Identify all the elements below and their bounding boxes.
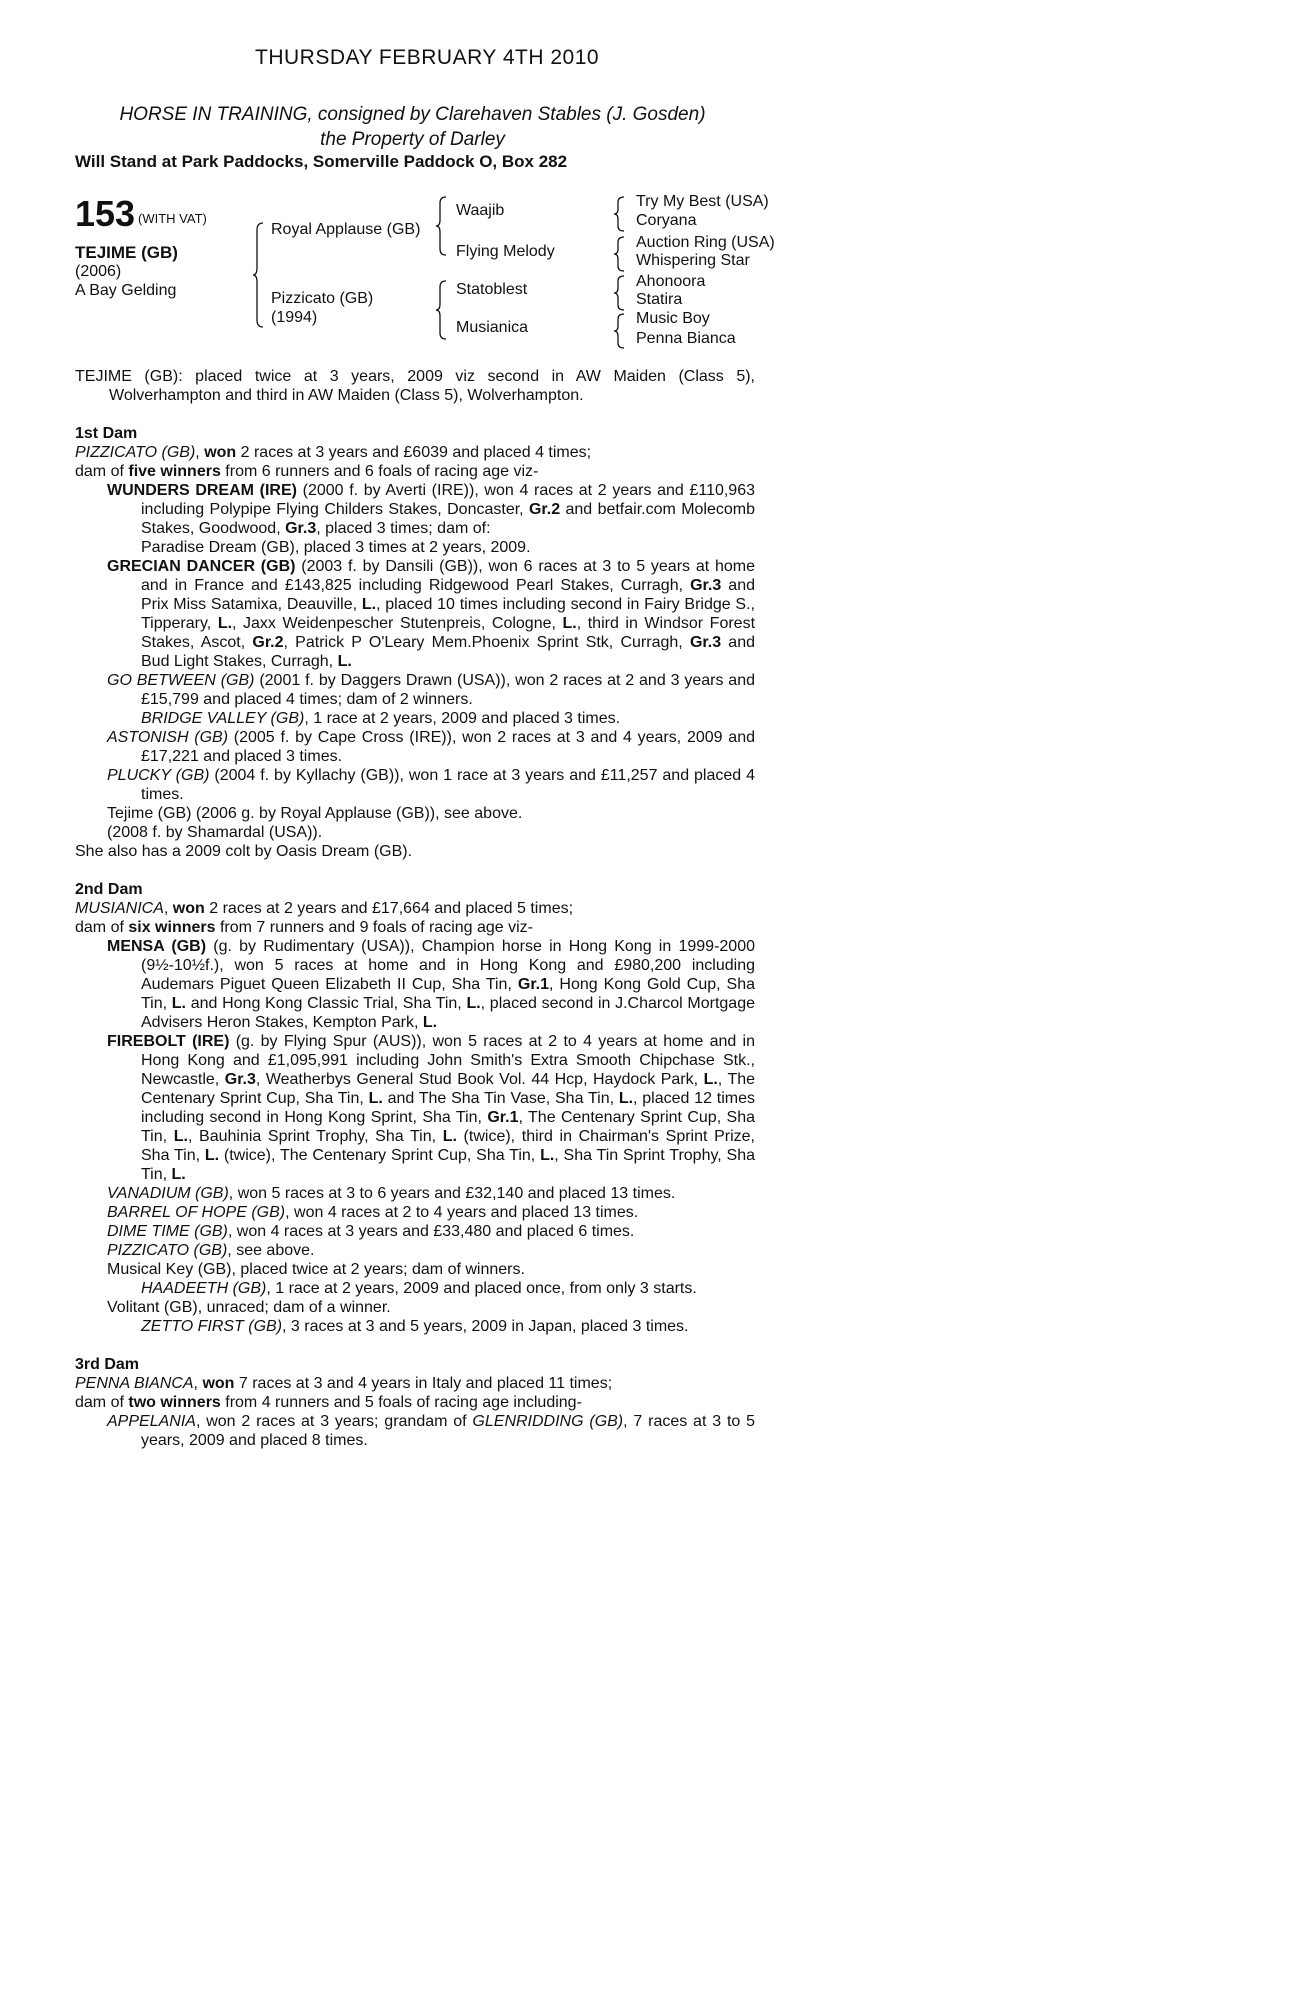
listed-label: L. [171,1166,186,1183]
listed-label: L. [204,1147,220,1164]
produce-entry [75,1412,755,1450]
text: , Bauhinia Sprint Trophy, Sha Tin, [187,1128,443,1145]
dam-record: 7 races at 3 and 4 years in Italy and placed 11 times; [234,1375,613,1392]
horse-name: TEJIME (GB) [75,243,178,262]
produce-entry [75,1279,755,1298]
produce-name: BRIDGE VALLEY (GB) [141,710,305,727]
horse-description: A Bay Gelding [75,282,177,299]
winners-count: two winners [128,1394,221,1411]
pedigree-g8: Penna Bianca [636,330,736,347]
produce-entry: Paradise Dream (GB), placed 3 times at 2 years, 2009. [141,539,531,556]
grade-label: Gr.1 [487,1109,519,1126]
listed-label: L. [361,596,377,613]
pedigree-g7: Music Boy [636,310,710,327]
text: , Weatherbys General Stud Book Vol. 44 Hcp, Haydock Park, [255,1071,704,1088]
text: and Bud Light Stakes, Curragh, [141,634,756,670]
listed-label: L. [171,995,186,1012]
pedigree-sire-dam: Flying Melody [456,243,555,260]
text: , placed 12 times including second in Hong Kong Sprint, Sha Tin, [141,1090,755,1126]
produce-name: APPELANIA [107,1413,196,1430]
text: , The Centenary Sprint Cup, Sha Tin, [141,1109,755,1145]
pedigree-brace-main [253,222,265,328]
text: dam of [75,463,129,480]
text: from 7 runners and 9 foals of racing age viz- [215,919,534,936]
pedigree-brace-dam [436,280,448,340]
text: from 6 runners and 6 foals of racing age viz- [220,463,539,480]
text: and betfair.com Molecomb Stakes, Goodwood, [141,501,756,537]
grade-label: Gr.3 [689,634,722,651]
produce-name: HAADEETH (GB) [141,1280,267,1297]
third-dam-produce [75,1393,755,1412]
text: , won 5 races at 3 to 6 years and £32,140 and placed 13 times. [228,1185,676,1202]
produce-name: VANADIUM (GB) [107,1185,229,1202]
produce-name: WUNDERS DREAM (IRE) [107,482,297,499]
foaling-year: (2006) [75,263,122,280]
text: , won 4 races at 3 years and £33,480 and placed 6 times. [227,1223,635,1240]
pedigree-dam-sire: Statoblest [456,281,528,298]
listed-label: L. [466,995,481,1012]
grade-label: Gr.3 [224,1071,256,1088]
consignment-line: HORSE IN TRAINING, consigned by Clarehaven Stables (J. Gosden) [119,104,706,125]
text: , 3 races at 3 and 5 years, 2009 in Japan, placed 3 times. [282,1318,689,1335]
pedigree-g4: Whispering Star [636,252,750,269]
produce-name: GRECIAN DANCER (GB) [107,558,296,575]
produce-entry [75,1241,755,1260]
produce-entry [75,1184,755,1203]
pedigree-brace-g1 [614,196,626,232]
listed-label: L. [703,1071,718,1088]
text: dam of [75,919,129,936]
text: (2004 f. by Kyllachy (GB)), won 1 race at 3 years and £11,257 and placed 4 times. [141,767,756,803]
first-dam-produce [75,462,755,481]
first-dam-record: PIZZICATO (GB), won 2 races at 3 years and £6039 and placed 4 times; [75,444,592,461]
listed-label: L. [442,1128,457,1145]
pedigree-g6: Statira [636,291,683,308]
text: (twice), third in Chairman's Sprint Prize, Sha Tin, [141,1128,755,1164]
produce-note: She also has a 2009 colt by Oasis Dream (GB). [75,843,413,860]
listed-label: L. [337,653,352,670]
pedigree-brace-g3 [614,275,626,311]
produce-entry [75,937,755,1032]
listed-label: L. [422,1014,438,1031]
dam-name: PIZZICATO (GB) [75,444,196,461]
pedigree-g1: Try My Best (USA) [636,193,769,210]
text: , see above. [227,1242,315,1259]
text: , 1 race at 2 years, 2009 and placed 3 times. [304,710,621,727]
race-record: TEJIME (GB): placed twice at 3 years, 2009 viz second in AW Maiden (Class 5), Wolverhampton and third in AW Maiden (Class 5), Wolverhampton. [75,368,755,404]
produce-name: DIME TIME (GB) [107,1223,228,1240]
produce-entry: (2008 f. by Shamardal (USA)). [107,824,323,841]
text: , The Centenary Sprint Cup, Sha Tin, [141,1071,756,1107]
pedigree-g5: Ahonoora [636,273,706,290]
text: and Hong Kong Classic Trial, Sha Tin, [186,995,467,1012]
won-label: won [172,900,205,917]
text: (g. by Flying Spur (AUS)), won 5 races at 2 to 4 years at home and in Hong Kong and £1,095,991 including John Smith's Extra Smooth Chipchase Stk., Newcastle, [141,1033,756,1088]
produce-name: MENSA (GB) [107,938,207,955]
dam-name: MUSIANICA [75,900,164,917]
produce-name: BARREL OF HOPE (GB) [107,1204,286,1221]
listed-label: L. [368,1090,383,1107]
pedigree-g2: Coryana [636,212,697,229]
first-dam-heading: 1st Dam [75,425,138,442]
produce-entry [75,481,755,538]
text: (2003 f. by Dansili (GB)), won 6 races at 3 to 5 years at home and in France and £143,825 including Ridgewood Pearl Stakes, Curragh, [141,558,755,594]
sale-date: THURSDAY FEBRUARY 4TH 2010 [255,46,600,69]
listed-label: L. [217,615,233,632]
second-dam-produce [75,918,755,937]
text: (2001 f. by Daggers Drawn (USA)), won 2 races at 2 and 3 years and £15,799 and placed 4 times; dam of 2 winners. [141,672,755,708]
second-dam-heading: 2nd Dam [75,881,143,898]
text: , placed 10 times including second in Fairy Bridge S., Tipperary, [141,596,755,632]
text: and The Sha Tin Vase, Sha Tin, [382,1090,619,1107]
listed-label: L. [618,1090,634,1107]
pedigree-brace-sire [436,196,448,256]
winners-count: five winners [128,463,221,480]
produce-name: FIREBOLT (IRE) [107,1033,230,1050]
grade-label: Gr.1 [517,976,550,993]
produce-entry: Volitant (GB), unraced; dam of a winner. [107,1299,391,1316]
text: , placed 3 times; dam of: [316,520,491,537]
text: , won 2 races at 3 years; grandam of [195,1413,473,1430]
produce-name: GO BETWEEN (GB) [107,672,255,689]
grade-label: Gr.3 [285,520,317,537]
stand-location: Will Stand at Park Paddocks, Somerville Paddock O, Box 282 [75,152,568,171]
produce-entry [75,766,755,804]
grade-label: Gr.3 [690,577,722,594]
winners-count: six winners [128,919,216,936]
pedigree-brace-g2 [614,236,626,272]
produce-entry [75,1222,755,1241]
text: dam of [75,1394,129,1411]
listed-label: L. [540,1147,555,1164]
text: (g. by Rudimentary (USA)), Champion horse in Hong Kong in 1999-2000 (9½-10½f.), won 5 races at home and in Hong Kong and £980,200 including Audemars Piguet Queen Elizabeth II Cup, Sha Tin, [141,938,755,993]
won-label: won [202,1375,235,1392]
produce-entry [75,557,755,671]
text: (2000 f. by Averti (IRE)), won 4 races at 2 years and £110,963 including Polypipe Flying Childers Stakes, Doncaster, [141,482,756,518]
produce-name: PIZZICATO (GB) [107,1242,228,1259]
produce-name: ASTONISH (GB) [107,729,229,746]
pedigree-g3: Auction Ring (USA) [636,234,775,251]
second-dam-record: MUSIANICA, won 2 races at 2 years and £17,664 and placed 5 times; [75,900,574,917]
catalogue-text [75,367,755,1450]
lot-number: 153 [75,193,136,234]
dam-record: 2 races at 2 years and £17,664 and placed 5 times; [204,900,574,917]
text: from 4 runners and 5 foals of racing age including- [220,1394,582,1411]
pedigree-dam-dam: Musianica [456,319,529,336]
produce-name: GLENRIDDING (GB) [472,1413,624,1430]
pedigree-brace-g4 [614,313,626,349]
produce-entry [75,728,755,766]
pedigree-dam: Pizzicato (GB) [271,290,374,307]
third-dam-record: PENNA BIANCA, won 7 races at 3 and 4 years in Italy and placed 11 times; [75,1375,613,1392]
produce-name: PLUCKY (GB) [107,767,210,784]
produce-entry [75,671,755,709]
third-dam-heading: 3rd Dam [75,1356,140,1373]
pedigree-sire: Royal Applause (GB) [271,221,421,238]
text: , 7 races at 3 to 5 years, 2009 and placed 8 times. [141,1413,755,1449]
grade-label: Gr.2 [252,634,284,651]
produce-entry: Tejime (GB) (2006 g. by Royal Applause (GB)), see above. [107,805,523,822]
pedigree-dam-year: (1994) [271,309,318,326]
vat-note: (WITH VAT) [138,211,207,226]
text: , Patrick P O'Leary Mem.Phoenix Sprint Stk, Curragh, [283,634,690,651]
property-line: the Property of Darley [320,129,505,150]
text: and Prix Miss Satamixa, Deauville, [141,577,756,613]
text: (twice), The Centenary Sprint Cup, Sha Tin, [219,1147,541,1164]
text: , third in Windsor Forest Stakes, Ascot, [141,615,756,651]
produce-entry [75,1203,755,1222]
produce-entry: Musical Key (GB), placed twice at 2 years; dam of winners. [107,1261,525,1278]
text: , placed second in J.Charcol Mortgage Advisers Heron Stakes, Kempton Park, [141,995,755,1031]
text: (2005 f. by Cape Cross (IRE)), won 2 races at 3 and 4 years, 2009 and £17,221 and placed 3 times. [141,729,755,765]
produce-entry [75,1317,755,1336]
text: , 1 race at 2 years, 2009 and placed once, from only 3 starts. [266,1280,697,1297]
produce-name: ZETTO FIRST (GB) [141,1318,283,1335]
produce-entry [75,1032,755,1184]
dam-name: PENNA BIANCA [75,1375,194,1392]
listed-label: L. [562,615,577,632]
text: , Jaxx Weidenpescher Stutenpreis, Cologne, [232,615,563,632]
listed-label: L. [173,1128,188,1145]
won-label: won [204,444,237,461]
text: , won 4 races at 2 to 4 years and placed 13 times. [285,1204,639,1221]
text: , Hong Kong Gold Cup, Sha Tin, [141,976,755,1012]
dam-record: 2 races at 3 years and £6039 and placed 4 times; [236,444,592,461]
text: , Sha Tin Sprint Trophy, Sha Tin, [141,1147,756,1183]
grade-label: Gr.2 [528,501,561,518]
pedigree-sire-sire: Waajib [456,202,505,219]
produce-entry [75,709,755,728]
